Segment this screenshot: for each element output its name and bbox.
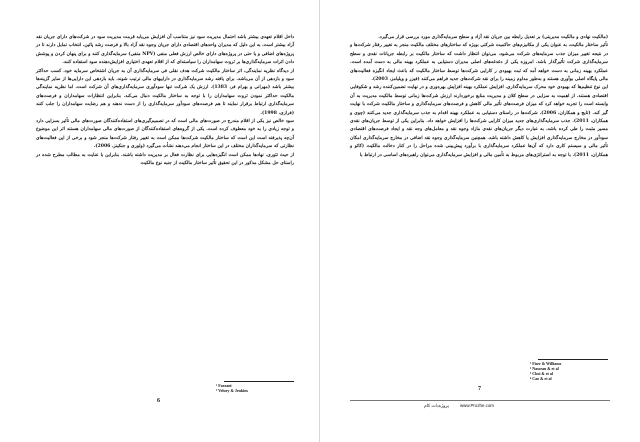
paragraph: این نوع تنظیم‌ها که بهبودی خود محرک سرمایه‌گذاری، افزایش عملکرد بهینه افزایش بهره‌وری و در نهایت تضمین‌کننده رشد و شکوفایی اقتصادی هستند. از اهمیت به سزایی در سطح کلان و مدیریت منابع برخوردارند ارزش شرکت‌ها زمانی توسط مالکیت مدیریت به آن وابسته است را تجربه خواهد کرد که میزان فرصت‌های تأثیر مالی کاهش و فرصت‌های سرمایه‌گذاری و ساختار مالکیت شرکت با نهایت گیر کند. (تایج و همکاران، 2006). شرکت‌ها در راستای دستیابی به عملکرد بهینه اقدام به جذب سرمایه‌گذاری جدید می‌کنند (چوی و همکاران، 2011). جذب سرمایه‌گذاری‌های جدید میزان کارایی شرکت‌ها را افزایش خواهد داد. بنابراین یکی از توسط جریان‌های نقدی مسیر مثبت را طی کرده باشد، به عبارت دیگر جریان‌های نقدی مازاد وجوه نقد و معامل‌های وجه نقد و ایجاد فرصت‌های اقتصادی سودآور در مخارج سرمایه‌گذاری افزایش یا کاهش داشته باشد. همچنین سرمایه‌گذاری وجوه نقد اضافی در مخارج سرمایه‌گذاری امکان تأثیر مالی و سیستم کاری دارد که آن‌ها عملکرد سرمایه‌گذاری با برآورد پیش‌بینی شده مراحل را در کنار دخالت مالکیت (کائو و همکاران، 2011). با توجه به استراتژی‌های مربوط به تأمین مالی و افزایش سرمایه‌گذاری می‌توان راهبردهای اساسی در ارتباط با bbox=[350, 85, 609, 158]
footnotes bbox=[530, 361, 610, 381]
paragraph: از حیث تئوری، نهادها ممکن است انگیزه‌هایی برای نظارت فعال بر مدیریت داشته باشند. بنابراین با عنایت به مطالب مطرح شده در راستای حل مشکل مذکور در این تحقیق تأثیر ساختار مالکیت از جنبه نوع مالکیت bbox=[36, 152, 294, 167]
footer-site-url: www.Prozhe.com bbox=[460, 403, 494, 408]
paragraph: (مالکیت نهادی و مالکیت مدیریتی) بر تعدیل رابطه بین جریان نقد آزاد و سطح سرمایه‌گذاری مورد بررسی قرار می‌گیرد. bbox=[378, 35, 608, 40]
footnote: ² Nasseau & et al bbox=[530, 366, 559, 371]
page-number: 6 bbox=[157, 398, 160, 404]
page-number: 7 bbox=[478, 386, 481, 392]
footer-site-name: پروژه‌دات کام bbox=[424, 403, 449, 408]
footnote-divider bbox=[224, 381, 294, 382]
footnote: ¹ Farzani bbox=[216, 383, 232, 388]
footnote: ¹ Fiser & Williams bbox=[530, 361, 562, 366]
paragraph: از دیدگاه نظریه نمایندگی، اثر ساختار مالکیت شرکت هدف نقلی فی سرمایه‌گذاری آن به جریان اشتخاص سرمایه خود، کسب حداکثر سود و بازدهی از آن می‌باشد. برای یافته رشد سرمایه‌گذاری در داراییهای مالی ترتیب شوند، باید بازدهی این دارایی‌ها از سایر گزینه‌ها بیشتر باشد (مهرانی و بهرام فر، 1383). ارزش یک شرکت تنها سودآوری سرمایه‌گذاری‌های آن شرکت است، اما نظریه نمایندگی مالکیت حداکثر نمودن ثروت سهامداران را با توجه به ساختار مالکیت دنبال می‌کند. بنابراین انتظارات سهامداران و فرصت‌های سرمایه‌گذاری ارتباط برقرار نمایند تا هم فرصت‌های سودآور سرمایه‌گذاری را از دست ندهند و هم رضایت سهامداران را جلب کنند (فرازی، 1998). bbox=[36, 68, 295, 116]
page-right-body bbox=[350, 34, 608, 160]
footnotes bbox=[216, 383, 296, 393]
paragraph: تأثیر ساختار مالکیت، به عنوان یکی از مکانیزم‌های حاکمیت شرکتی بویژه که ساختارهای مختلف مالکیت منجر به تغییر رفتار شرکت‌ها و در نتیجه تغییر میزان جذب سرمایه‌های شرکت می‌شود، می‌توان انتظار داشت که ساختار مالکیت بر رابطه جریانات نقدی و سطح سرمایه‌گذاری شرکت تأثیرگذار باشد. امروزه یکی از دغدغه‌های اصلی مدیران دستیابی به عملکرد بهینه مالی به دست آمده است. عملکرد بهینه زمانی به دست خواهد آمد که ثبت بهبودی ر کارایی شرکت‌ها توسط ساختار مالکیت که باعث ایجاد انگیزه فعالیت‌های مالی پایگاه اصلی بوآوری هستند و به‌طور مداوم زمینه را برای نقد شرکت‌های جدید فراهم می‌کنند (فیزر و ویلیامز، 2003). bbox=[350, 43, 608, 83]
footer-divider bbox=[350, 400, 610, 401]
page-left-body bbox=[36, 34, 294, 169]
footnote: ⁴ Cao & et al bbox=[530, 376, 552, 381]
footnote-divider bbox=[538, 359, 608, 360]
footnote: ² Velury & Jenkins bbox=[216, 388, 248, 393]
page-right bbox=[320, 0, 640, 442]
paragraph: سود خالص نیز یکی از اقلام مندرج در صورت‌های مالی است که در تصمیم‌گیری‌های استفاده‌کنندگان صورت‌های مالی تأثیر بسزایی دارد و توجه زیادی را به خود معطوف کرده است. یکی از گروه‌های استفاده‌کنندگان از صورت‌های مالی سهامداران هستند اثر این موضوع آن‌چه پذیرفته است این است که ساختار مالکیت شرکت‌ها ممکن است به تغییر رفتار شرکت‌ها منجر شود و برخی از این فعالیت‌های نظارتی که سرمایه‌گذاران مختلف در این ساختار انجام می‌دهند نشأت می‌گیرد (ولوری و جنکینز، 2006). bbox=[36, 119, 294, 150]
paragraph: داخل اقلام تعهدی بیشتر باشد احتمال مدیریت سود نیز متناسب آن افزایش می‌یابد قرمت مدیریت سود در شرکت‌های دارای جریان نقد آزاد بیشتر است، به این دلیل که مدیران واحدهای اقتصادی دارای جریان وجوه نقد آزاد بالا و فرصت رشد پائین، انتخاب تمایل دارند تا در پروژه‌های اضافی و یا حتی در پروژه‌های دارای خالص ارزش فعلی منفی (NPV منفی) سرمایه‌گذاری کنند و برای پنهان کردن و پوشش دادن اثرات سرمایه‌گذاری‌ها بر ثروت سهامداران را سیاسته‌ای که از اقلام تعهدی اختیاری افزایش‌دهنده سود استفاده کنند. bbox=[36, 35, 294, 66]
footnote: ³ Choi & et al bbox=[530, 371, 553, 376]
